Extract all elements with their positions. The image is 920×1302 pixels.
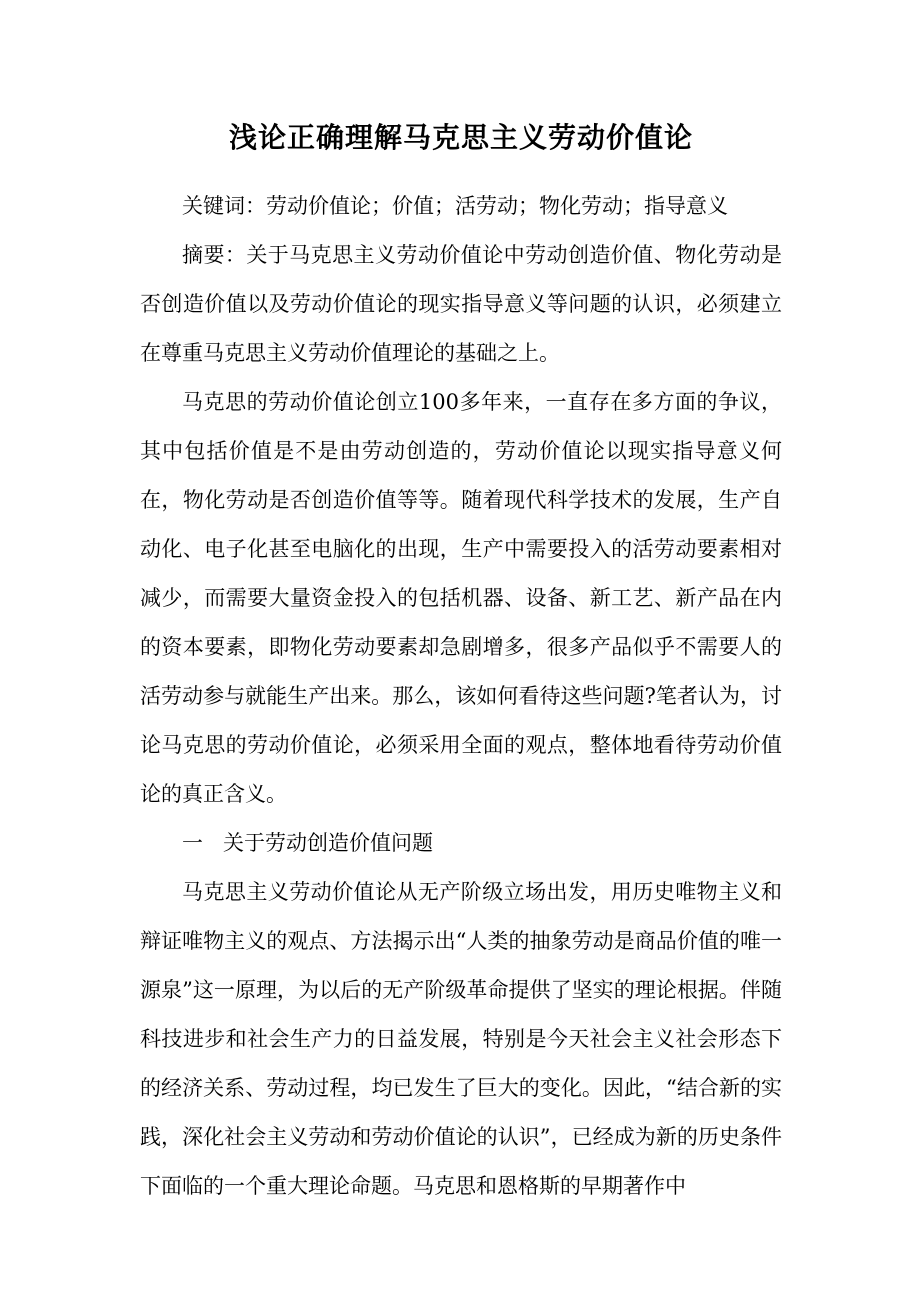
section-number: 一 bbox=[182, 831, 203, 855]
section-heading bbox=[140, 819, 782, 868]
section-title: 关于劳动创造价值问题 bbox=[223, 831, 433, 855]
abstract-paragraph: 摘要：关于马克思主义劳动价值论中劳动创造价值、物化劳动是否创造价值以及劳动价值论的现实指导意义等问题的认识，必须建立在尊重马克思主义劳动价值理论的基础之上。 bbox=[140, 243, 782, 365]
document-title: 浅论正确理解马克思主义劳动价值论 bbox=[228, 121, 693, 154]
keywords-line: 关键词：劳动价值论；价值；活劳动；物化劳动；指导意义 bbox=[182, 194, 728, 218]
section-paragraph: 马克思主义劳动价值论从无产阶级立场出发，用历史唯物主义和辩证唯物主义的观点、方法揭示出“人类的抽象劳动是商品价值的唯一源泉”这一原理，为以后的无产阶级革命提供了坚实的理论根据。伴随科技进步和社会生产力的日益发展，特别是今天社会主义社会形态下的经济关系、劳动过程，均已发生了巨大的变化。因此，“结合新的实践，深化社会主义劳动和劳动价值论的认识”，已经成为新的历史条件下面临的一个重大理论命题。马克思和恩格斯的早期著作中 bbox=[140, 880, 782, 1198]
intro-paragraph: 马克思的劳动价值论创立100多年来，一直存在多方面的争议，其中包括价值是不是由劳动创造的，劳动价值论以现实指导意义何在，物化劳动是否创造价值等等。随着现代科学技术的发展，生产自动化、电子化甚至电脑化的出现，生产中需要投入的活劳动要素相对减少，而需要大量资金投入的包括机器、设备、新工艺、新产品在内的资本要素，即物化劳动要素却急剧增多，很多产品似乎不需要人的活劳动参与就能生产出来。那么，该如何看待这些问题?笔者认为，讨论马克思的劳动价值论，必须采用全面的观点，整体地看待劳动价值论的真正含义。 bbox=[140, 390, 782, 806]
